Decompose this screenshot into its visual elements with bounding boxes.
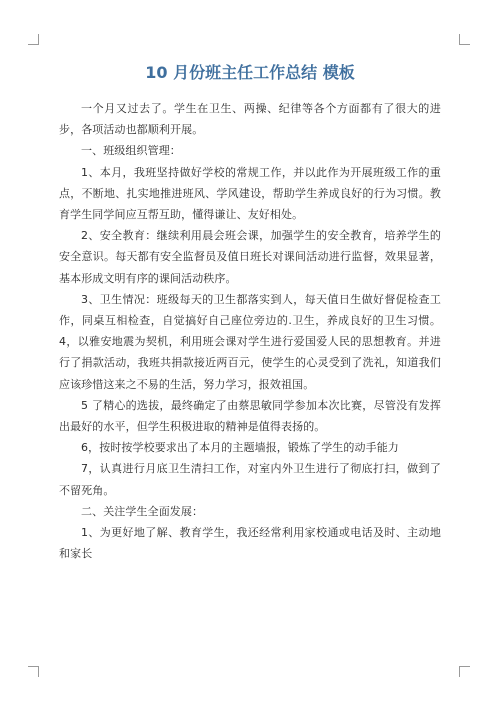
- crop-mark-top-left: [28, 34, 39, 45]
- paragraph-item-3: 3、卫生情况：班级每天的卫生都落实到人，每天值日生做好督促检查工作，同桌互相检查，自觉搞好自己座位旁边的.卫生，养成良好的卫生习惯。4，以雅安地震为契机，利用班会课对学生进行爱国爱人民的思想教育。并进行了捐款活动，我班共捐款接近两百元，使学生的心灵受到了洗礼，知道我们应该珍惜这来之不易的生活，努力学习，报效祖国。: [59, 292, 441, 391]
- paragraph-item-5: 5 了精心的选拔，最终确定了由蔡思敏同学参加本次比赛，尽管没有发挥出最好的水平，但学生积极进取的精神是值得表扬的。: [59, 398, 441, 434]
- section-heading-student-development: 二、关注学生全面发展：: [81, 504, 204, 518]
- crop-mark-top-right: [459, 34, 470, 45]
- crop-mark-bottom-right: [459, 666, 470, 677]
- paragraph-item-7: 7，认真进行月底卫生清扫工作，对室内外卫生进行了彻底打扫，做到了不留死角。: [59, 462, 441, 497]
- crop-mark-bottom-left: [28, 666, 39, 677]
- paragraph-item-6: 6，按时按学校要求出了本月的主题墙报，锻炼了学生的动手能力: [81, 441, 399, 455]
- document-title: 10 月份班主任工作总结 模板: [145, 63, 355, 82]
- paragraph-intro: 一个月又过去了。学生在卫生、两操、纪律等各个方面都有了很大的进步，各项活动也都顺利开展。: [59, 102, 441, 137]
- document-body: [59, 98, 441, 564]
- section-heading-class-management: 一、班级组织管理：: [81, 144, 181, 158]
- paragraph-item-1: 1、本月，我班坚持做好学校的常规工作，并以此作为开展班级工作的重点，不断地、扎实地推进班风、学风建设，帮助学生养成良好的行为习惯。教育学生同学间应互帮互助，懂得谦让、友好相处。: [59, 165, 441, 222]
- paragraph-development-1: 1、为更好地了解、教育学生，我还经常利用家校通或电话及时、主动地和家长: [59, 526, 441, 561]
- paragraph-item-2: 2、安全教育：继续利用晨会班会课，加强学生的安全教育，培养学生的安全意识。每天都有安全监督员及值日班长对课间活动进行监督，效果显著，基本形成文明有序的课间活动秩序。: [59, 229, 441, 285]
